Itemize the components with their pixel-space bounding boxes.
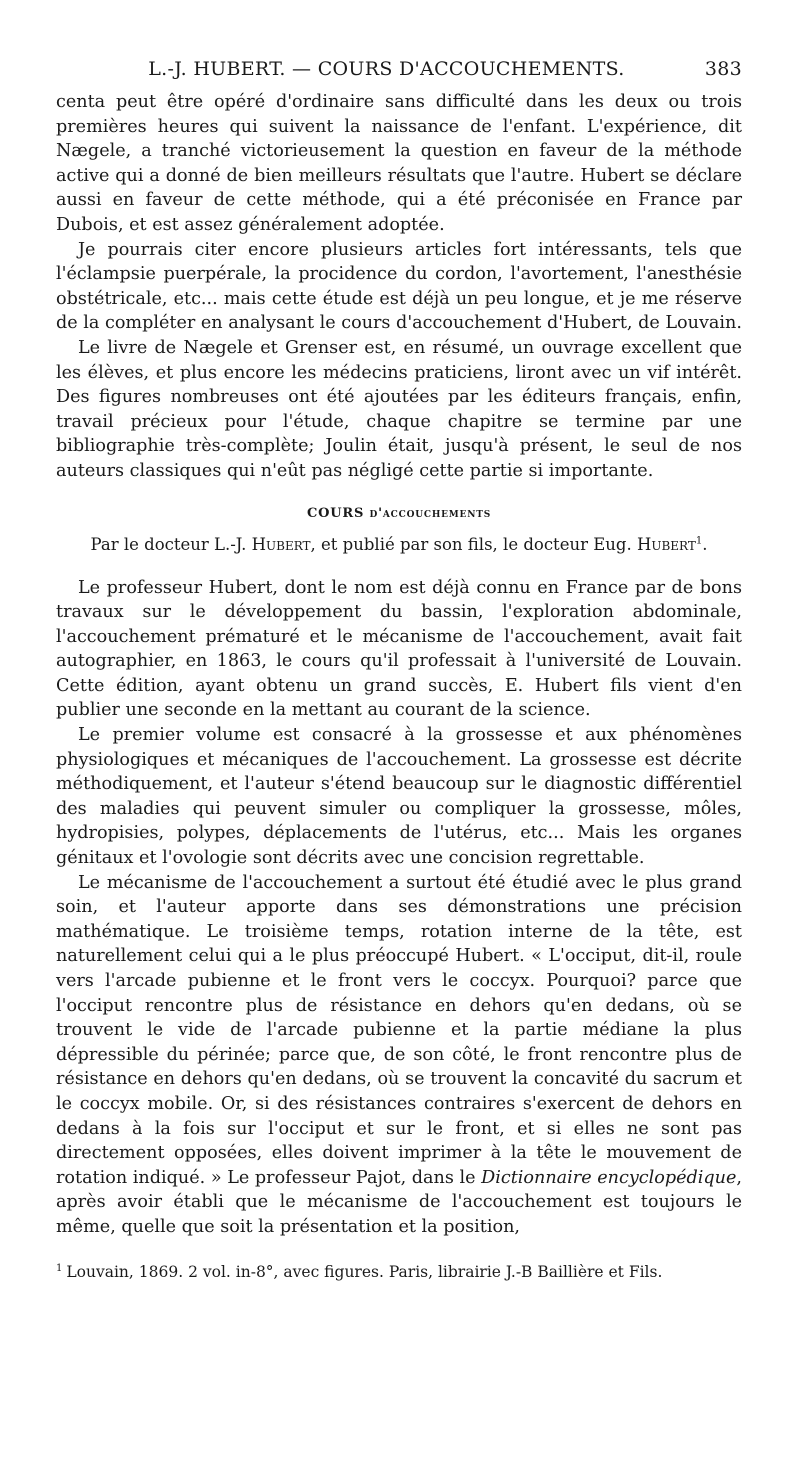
intro-paragraph-1: centa peut être opéré d'ordinaire sans difficulté dans les deux ou trois premières heures qui suivent la naissance de l'enfant. L'expérience, dit Nægele, a tranché victorieusement la question en faveur de la méthode active qui a donné de bien meilleurs résultats que l'autre. Hubert se déclare aussi en faveur de cette méthode, qui a été préconisée en France par Dubois, et est assez généralement adoptée.: [56, 92, 742, 235]
running-title: L.-J. HUBERT. — COURS D'ACCOUCHEMENTS.: [148, 58, 625, 80]
page: [56, 58, 742, 1283]
footnote: [56, 1258, 742, 1283]
footnote-text: Louvain, 1869. 2 vol. in-8°, avec figures. Paris, librairie J.-B Baillière et Fils.: [66, 1262, 663, 1281]
body-paragraph-2: Le premier volume est consacré à la grossesse et aux phénomènes physiologiques et mécaniques de l'accouchement. La grossesse est décrite méthodiquement, et l'auteur s'étend beaucoup sur le diagnostic différentiel des maladies qui peuvent simuler ou compliquer la grossesse, môles, hydropisies, polypes, déplacements de l'utérus, etc... Mais les organes génitaux et l'ovologie sont décrits avec une concision regrettable.: [56, 725, 742, 869]
page-number: 383: [704, 58, 742, 80]
intro-paragraph-3: Le livre de Nægele et Grenser est, en résumé, un ouvrage excellent que les élèves, et plus encore les médecins praticiens, liront avec un vif intérêt. Des figures nombreuses ont été ajoutées par les éditeurs français, enfin, travail précieux pour l'étude, chaque chapitre se termine par une bibliographie très-complète; Joulin était, jusqu'à présent, le seul de nos auteurs classiques qui n'eût pas négligé cette partie si importante.: [56, 337, 742, 481]
footnote-ref: 1: [695, 535, 703, 546]
editor-name: Hubert: [636, 534, 696, 554]
body-paragraph-1: Le professeur Hubert, dont le nom est déjà connu en France par de bons travaux sur le développement du bassin, l'exploration abdominale, l'accouchement prématuré et le mécanisme de l'accouchement, avait fait autographier, en 1863, le cours qu'il professait à l'université de Louvain. Cette édition, ayant obtenu un grand succès, E. Hubert fils vient d'en publier une seconde en la mettant au courant de la science.: [56, 577, 742, 721]
section-byline: Par le docteur L.-J. Hubert, et publié par son fils, le docteur Eug. Hubert$^1$.: [90, 534, 708, 554]
cited-work-title: Dictionnaire encyclopédique: [481, 1167, 737, 1188]
author-name: Hubert: [251, 534, 311, 554]
body-paragraph-3: Le mécanisme de l'accouchement a surtout été étudié avec le plus grand soin, et l'auteur apporte dans ses démonstrations une précision mathématique. Le troisième temps, rotation interne de la tête, est naturellement celui qui a le plus préoccupé Hubert. « L'occiput, dit-il, roule vers l'arcade pubienne et le front vers le coccyx. Pourquoi? parce que l'occiput rencontre plus de résistance en dehors qu'en dedans, où se trouvent le vide de l'arcade pubienne et la partie médiane la plus dépressible du périnée; parce que, de son côté, le front rencontre plus de résistance en dehors qu'en dedans, où se trouvent la concavité du sacrum et le coccyx mobile. Or, si des résistances contraires s'exercent de dehors en dedans à la fois sur l'occiput et sur le front, et si elles ne sont pas directement opposées, elles doivent imprimer à la tête le mouvement de rotation indiqué. » Le professeur Pajot, dans le Dictionnaire encyclopédique, après avoir établi que le mécanisme de l'accouchement est toujours le même, quelle que soit la présentation et la position,: [56, 872, 742, 1237]
section-title: COURS d'accouchements: [306, 505, 492, 521]
footnote-marker: 1: [56, 1262, 63, 1274]
intro-paragraph-2: Je pourrais citer encore plusieurs articles fort intéressants, tels que l'éclampsie puerpérale, la procidence du cordon, l'avortement, l'anesthésie obstétricale, etc... mais cette étude est déjà un peu longue, et je me réserve de la compléter en analysant le cours d'accouchement d'Hubert, de Louvain.: [56, 239, 742, 334]
running-header: [56, 58, 742, 80]
